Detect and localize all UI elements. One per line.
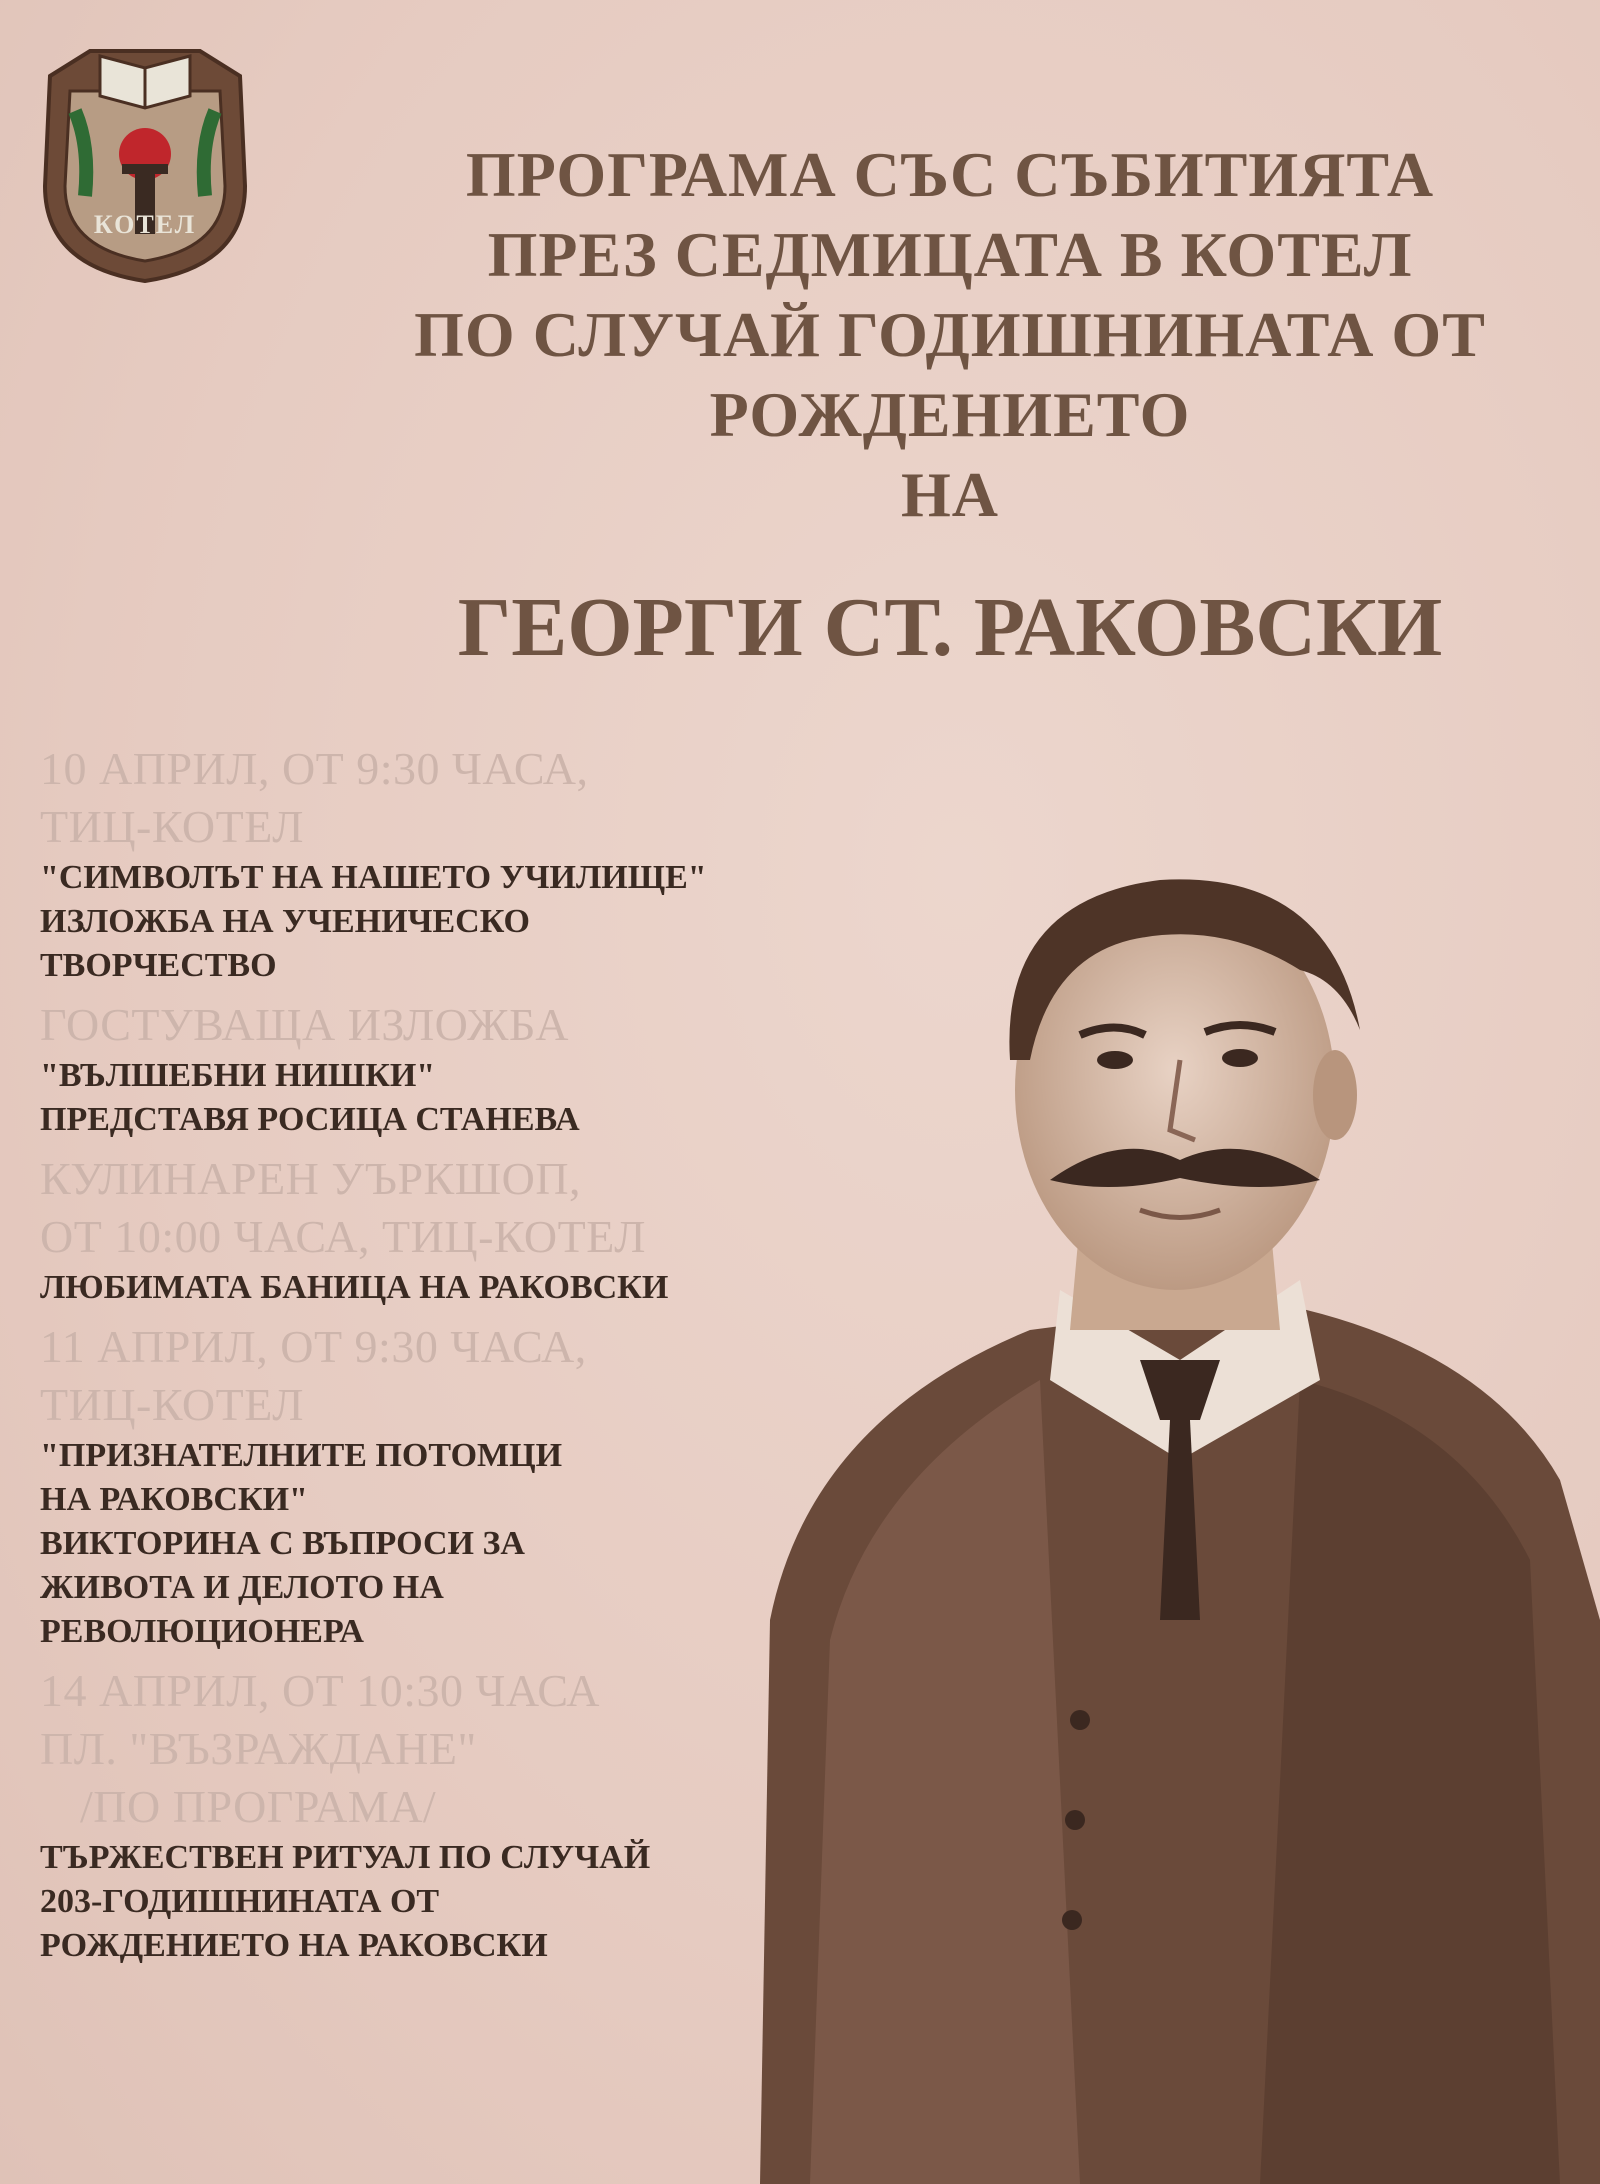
heading-line-5: НА — [901, 459, 999, 530]
event-1-time-line-1: 10 АПРИЛ, ОТ 9:30 ЧАСА, — [40, 743, 589, 794]
event-2-title-line-1: "ВЪЛШЕБНИ НИШКИ" — [40, 1057, 436, 1094]
event-3-time-line-2: ОТ 10:00 ЧАСА, ТИЦ-КОТЕЛ — [40, 1211, 646, 1262]
event-5-note: /ПО ПРОГРАМА/ — [80, 1781, 437, 1832]
person-name: ГЕОРГИ СТ. РАКОВСКИ — [457, 581, 1443, 674]
event-3-title-line-1: ЛЮБИМАТА БАНИЦА НА РАКОВСКИ — [40, 1269, 669, 1306]
event-5-title-line-2: 203-ГОДИШНИНАТА ОТ — [40, 1883, 440, 1920]
event-4-title-line-5: РЕВОЛЮЦИОНЕРА — [40, 1613, 364, 1650]
heading-line-2: ПРЕЗ СЕДМИЦАТА В КОТЕЛ — [487, 219, 1413, 290]
event-1-title-line-1: "СИМВОЛЪТ НА НАШЕТО УЧИЛИЩЕ" — [40, 859, 707, 896]
event-3-time-line-1: КУЛИНАРЕН УЪРКШОП, — [40, 1153, 582, 1204]
event-1-title-line-3: ТВОРЧЕСТВО — [40, 947, 277, 984]
event-2-title-line-2: ПРЕДСТАВЯ РОСИЦА СТАНЕВА — [40, 1101, 580, 1138]
event-5-title-line-1: ТЪРЖЕСТВЕН РИТУАЛ ПО СЛУЧАЙ — [40, 1839, 651, 1876]
kotel-crest-logo — [30, 36, 260, 286]
event-4 — [40, 1318, 760, 1654]
event-4-title-line-1: "ПРИЗНАТЕЛНИТЕ ПОТОМЦИ — [40, 1437, 563, 1474]
event-1-time-line-2: ТИЦ-КОТЕЛ — [40, 801, 304, 852]
program-heading — [300, 135, 1600, 535]
event-3 — [40, 1150, 760, 1310]
event-4-title-line-3: ВИКТОРИНА С ВЪПРОСИ ЗА — [40, 1525, 525, 1562]
event-4-title-line-4: ЖИВОТА И ДЕЛОТО НА — [40, 1569, 444, 1606]
event-2-time-line-1: ГОСТУВАЩА ИЗЛОЖБА — [40, 999, 569, 1050]
rakovski-portrait-image — [700, 860, 1600, 2184]
event-4-time-line-1: 11 АПРИЛ, ОТ 9:30 ЧАСА, — [40, 1321, 587, 1372]
event-5-time-line-2: ПЛ. "ВЪЗРАЖДАНЕ" — [40, 1723, 477, 1774]
event-4-time-line-2: ТИЦ-КОТЕЛ — [40, 1379, 304, 1430]
heading-line-4: РОЖДЕНИЕТО — [709, 379, 1191, 450]
event-2 — [40, 996, 760, 1142]
crest-label: КОТЕЛ — [93, 210, 197, 239]
heading-line-3: ПО СЛУЧАЙ ГОДИШНИНАТА ОТ — [414, 299, 1486, 370]
event-5-title-line-3: РОЖДЕНИЕТО НА РАКОВСКИ — [40, 1927, 548, 1964]
event-1 — [40, 740, 760, 988]
event-5 — [40, 1662, 760, 1968]
event-1-title-line-2: ИЗЛОЖБА НА УЧЕНИЧЕСКО — [40, 903, 530, 940]
event-5-time-line-1: 14 АПРИЛ, ОТ 10:30 ЧАСА — [40, 1665, 600, 1716]
heading-line-1: ПРОГРАМА СЪС СЪБИТИЯТА — [465, 139, 1435, 210]
event-4-title-line-2: НА РАКОВСКИ" — [40, 1481, 308, 1518]
events-list — [40, 740, 760, 1976]
